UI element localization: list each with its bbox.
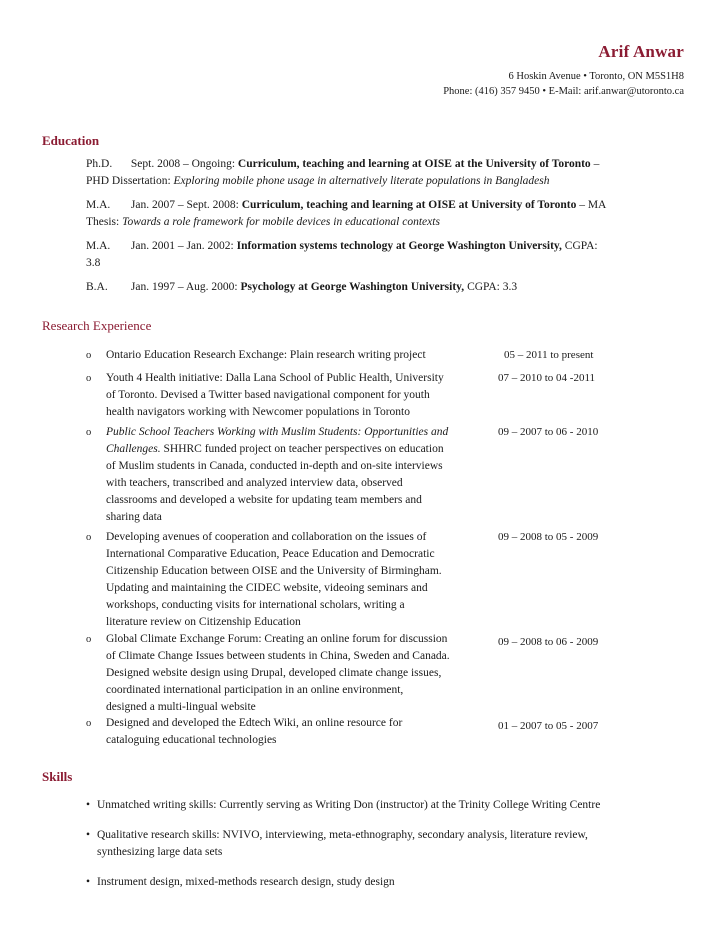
suffix: – (590, 158, 600, 170)
research-date: 09 – 2008 to 05 - 2009 (498, 531, 599, 543)
bullet-icon: o (86, 427, 92, 438)
dates: Sept. 2008 – Ongoing: (130, 158, 236, 170)
education-entry (86, 279, 686, 296)
program: Psychology at George Washington University, (240, 281, 465, 293)
education-heading: Education (42, 133, 100, 148)
dates: Jan. 1997 – Aug. 2000: (130, 281, 238, 293)
dissertation-title: Exploring mobile phone usage in alternatively literate populations in Bangladesh (173, 175, 550, 187)
research-date: 01 – 2007 to 05 - 2007 (498, 720, 599, 732)
research-line: coordinated international participation in an online environment, (106, 684, 404, 696)
skills-heading: Skills (42, 769, 73, 784)
research-line: workshops, conducting visits for international scholars, writing a (106, 599, 405, 611)
line2-prefix: 3.8 (86, 257, 101, 269)
skill-line: Unmatched writing skills: Currently serving as Writing Don (instructor) at the Trinity College Writing Centre (97, 799, 601, 811)
research-date: 07 – 2010 to 04 -2011 (498, 372, 596, 384)
bullet-icon: • (86, 876, 91, 888)
research-line: Global Climate Exchange Forum: Creating an online forum for discussion (106, 633, 448, 645)
research-line: Designed and developed the Edtech Wiki, an online resource for (106, 717, 403, 729)
research-text (106, 529, 468, 631)
research-line: Designed website design using Drupal, developed climate change issues, (106, 667, 442, 679)
skill-line: Qualitative research skills: NVIVO, interviewing, meta-ethnography, secondary analysis, literature review, (97, 829, 588, 841)
research-date: 09 – 2007 to 06 - 2010 (498, 426, 599, 438)
research-line: with teachers, transcribed and analyzed interview data, observed (106, 477, 403, 489)
skill-item (86, 827, 656, 861)
education-entry (86, 156, 686, 190)
degree: B.A. (86, 281, 108, 293)
suffix: CGPA: (561, 240, 598, 252)
skill-text (97, 874, 657, 891)
research-italic-title: Public School Teachers Working with Muslim Students: Opportunities and (106, 426, 449, 438)
degree: M.A. (86, 199, 111, 211)
research-date: 09 – 2008 to 06 - 2009 (498, 636, 599, 648)
skill-text (97, 797, 657, 814)
research-line: of Muslim students in Canada, conducted in-depth and on-site interviews (106, 460, 443, 472)
research-line: of Climate Change Issues between students in China, Sweden and Canada. (106, 650, 450, 662)
bullet-icon: o (86, 373, 92, 384)
education-entry (86, 197, 686, 231)
research-item (86, 370, 646, 421)
research-italic-title: Challenges. (106, 443, 161, 455)
research-line: designed a multi-lingual website (106, 701, 256, 713)
research-line: Ontario Education Research Exchange: Plain research writing project (106, 349, 426, 361)
research-text (106, 370, 468, 421)
research-line: classrooms and developed a website for updating team members and (106, 494, 422, 506)
skill-line: synthesizing large data sets (97, 846, 223, 858)
research-line: Developing avenues of cooperation and collaboration on the issues of (106, 531, 427, 543)
bullet-icon: • (86, 829, 91, 841)
research-line: cataloguing educational technologies (106, 734, 277, 746)
suffix: – MA (576, 199, 607, 211)
research-line: Citizenship Education between OISE and the University of Birmingham. (106, 565, 442, 577)
education-entry (86, 238, 686, 272)
skill-text (97, 827, 657, 861)
program: Curriculum, teaching and learning at OISE at University of Toronto (241, 199, 577, 211)
research-text (106, 424, 468, 526)
research-item (86, 347, 646, 364)
research-text (106, 347, 486, 364)
bullet-icon: o (86, 350, 92, 361)
address-line: 6 Hoskin Avenue • Toronto, ON M5S1H8 (508, 71, 684, 82)
research-item (86, 424, 646, 526)
contact-block (443, 69, 684, 99)
research-text (106, 631, 468, 716)
research-item (86, 631, 646, 716)
suffix: CGPA: 3.3 (464, 281, 518, 293)
degree: M.A. (86, 240, 111, 252)
research-line: of Toronto. Devised a Twitter based navigational component for youth (106, 389, 430, 401)
research-line: literature review on Citizenship Education (106, 616, 301, 628)
contact-line: Phone: (416) 357 9450 • E-Mail: arif.anwar@utoronto.ca (443, 86, 684, 97)
research-date: 05 – 2011 to present (504, 349, 594, 361)
skill-item (86, 797, 656, 814)
line2-prefix: Thesis: (86, 216, 123, 228)
research-line: SHHRC funded project on teacher perspectives on education (160, 443, 444, 455)
research-item (86, 715, 646, 749)
research-line: sharing data (106, 511, 162, 523)
research-line: health navigators working with Newcomer populations in Toronto (106, 406, 410, 418)
bullet-icon: o (86, 532, 92, 543)
bullet-icon: o (86, 718, 92, 729)
program: Information systems technology at George Washington University, (236, 240, 562, 252)
candidate-name: Arif Anwar (598, 42, 684, 61)
skill-line: Instrument design, mixed-methods research design, study design (97, 876, 395, 888)
dates: Jan. 2007 – Sept. 2008: (130, 199, 239, 211)
research-text (106, 715, 468, 749)
degree: Ph.D. (86, 158, 113, 170)
skill-item (86, 874, 656, 891)
dates: Jan. 2001 – Jan. 2002: (130, 240, 234, 252)
research-line: International Comparative Education, Peace Education and Democratic (106, 548, 435, 560)
bullet-icon: o (86, 634, 92, 645)
research-line: Youth 4 Health initiative: Dalla Lana School of Public Health, University (106, 372, 444, 384)
thesis-title: Towards a role framework for mobile devices in educational contexts (122, 216, 440, 228)
line2-prefix: PHD Dissertation: (86, 175, 174, 187)
program: Curriculum, teaching and learning at OISE at the University of Toronto (237, 158, 591, 170)
research-heading: Research Experience (42, 318, 152, 333)
research-line: Updating and maintaining the CIDEC website, videoing seminars and (106, 582, 428, 594)
research-item (86, 529, 646, 631)
bullet-icon: • (86, 799, 91, 811)
